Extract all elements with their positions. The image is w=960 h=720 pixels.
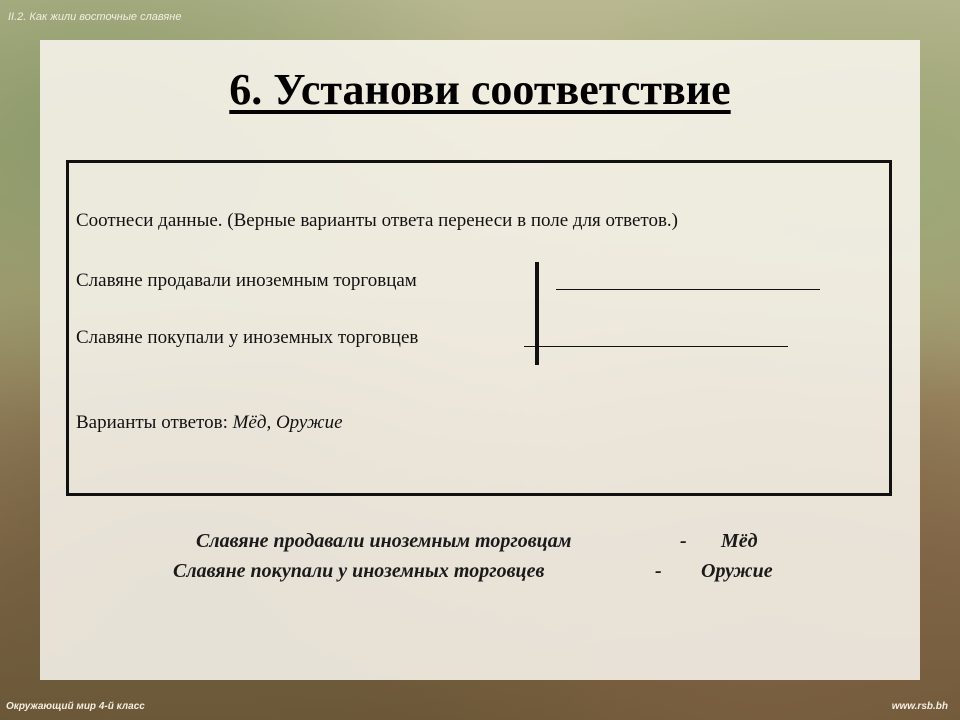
statement-sell: Славяне продавали иноземным торговцам — [76, 270, 417, 291]
answer-value-buy: Оружие — [701, 560, 773, 582]
answer-options — [76, 412, 343, 434]
answer-row-sell — [196, 530, 572, 553]
options-label: Варианты ответов: — [76, 412, 228, 433]
task-instruction: Соотнеси данные. (Верные варианты ответа перенеси в поле для ответов.) — [76, 210, 678, 231]
answer-text: Славяне покупали у иноземных торговцев — [173, 560, 545, 582]
statement-buy: Славяне покупали у иноземных торговцев — [76, 327, 419, 348]
lesson-subtitle: II.2. Как жили восточные славяне — [8, 11, 182, 23]
answer-value-sell: Мёд — [721, 530, 758, 552]
answer-text: Славяне продавали иноземным торговцам — [196, 530, 572, 552]
footer-site: www.rsb.bh — [891, 701, 948, 712]
answer-row-buy — [173, 560, 544, 583]
options-values: Мёд, Оружие — [232, 412, 343, 433]
footer-course: Окружающий мир 4-й класс — [6, 701, 145, 712]
answer-dash: - — [680, 530, 687, 552]
answer-field-sell[interactable] — [556, 289, 820, 290]
answer-dash: - — [655, 560, 662, 582]
page-title: 6. Установи соответствие — [229, 65, 731, 114]
matching-divider — [535, 262, 539, 365]
answer-field-buy[interactable] — [524, 346, 788, 347]
